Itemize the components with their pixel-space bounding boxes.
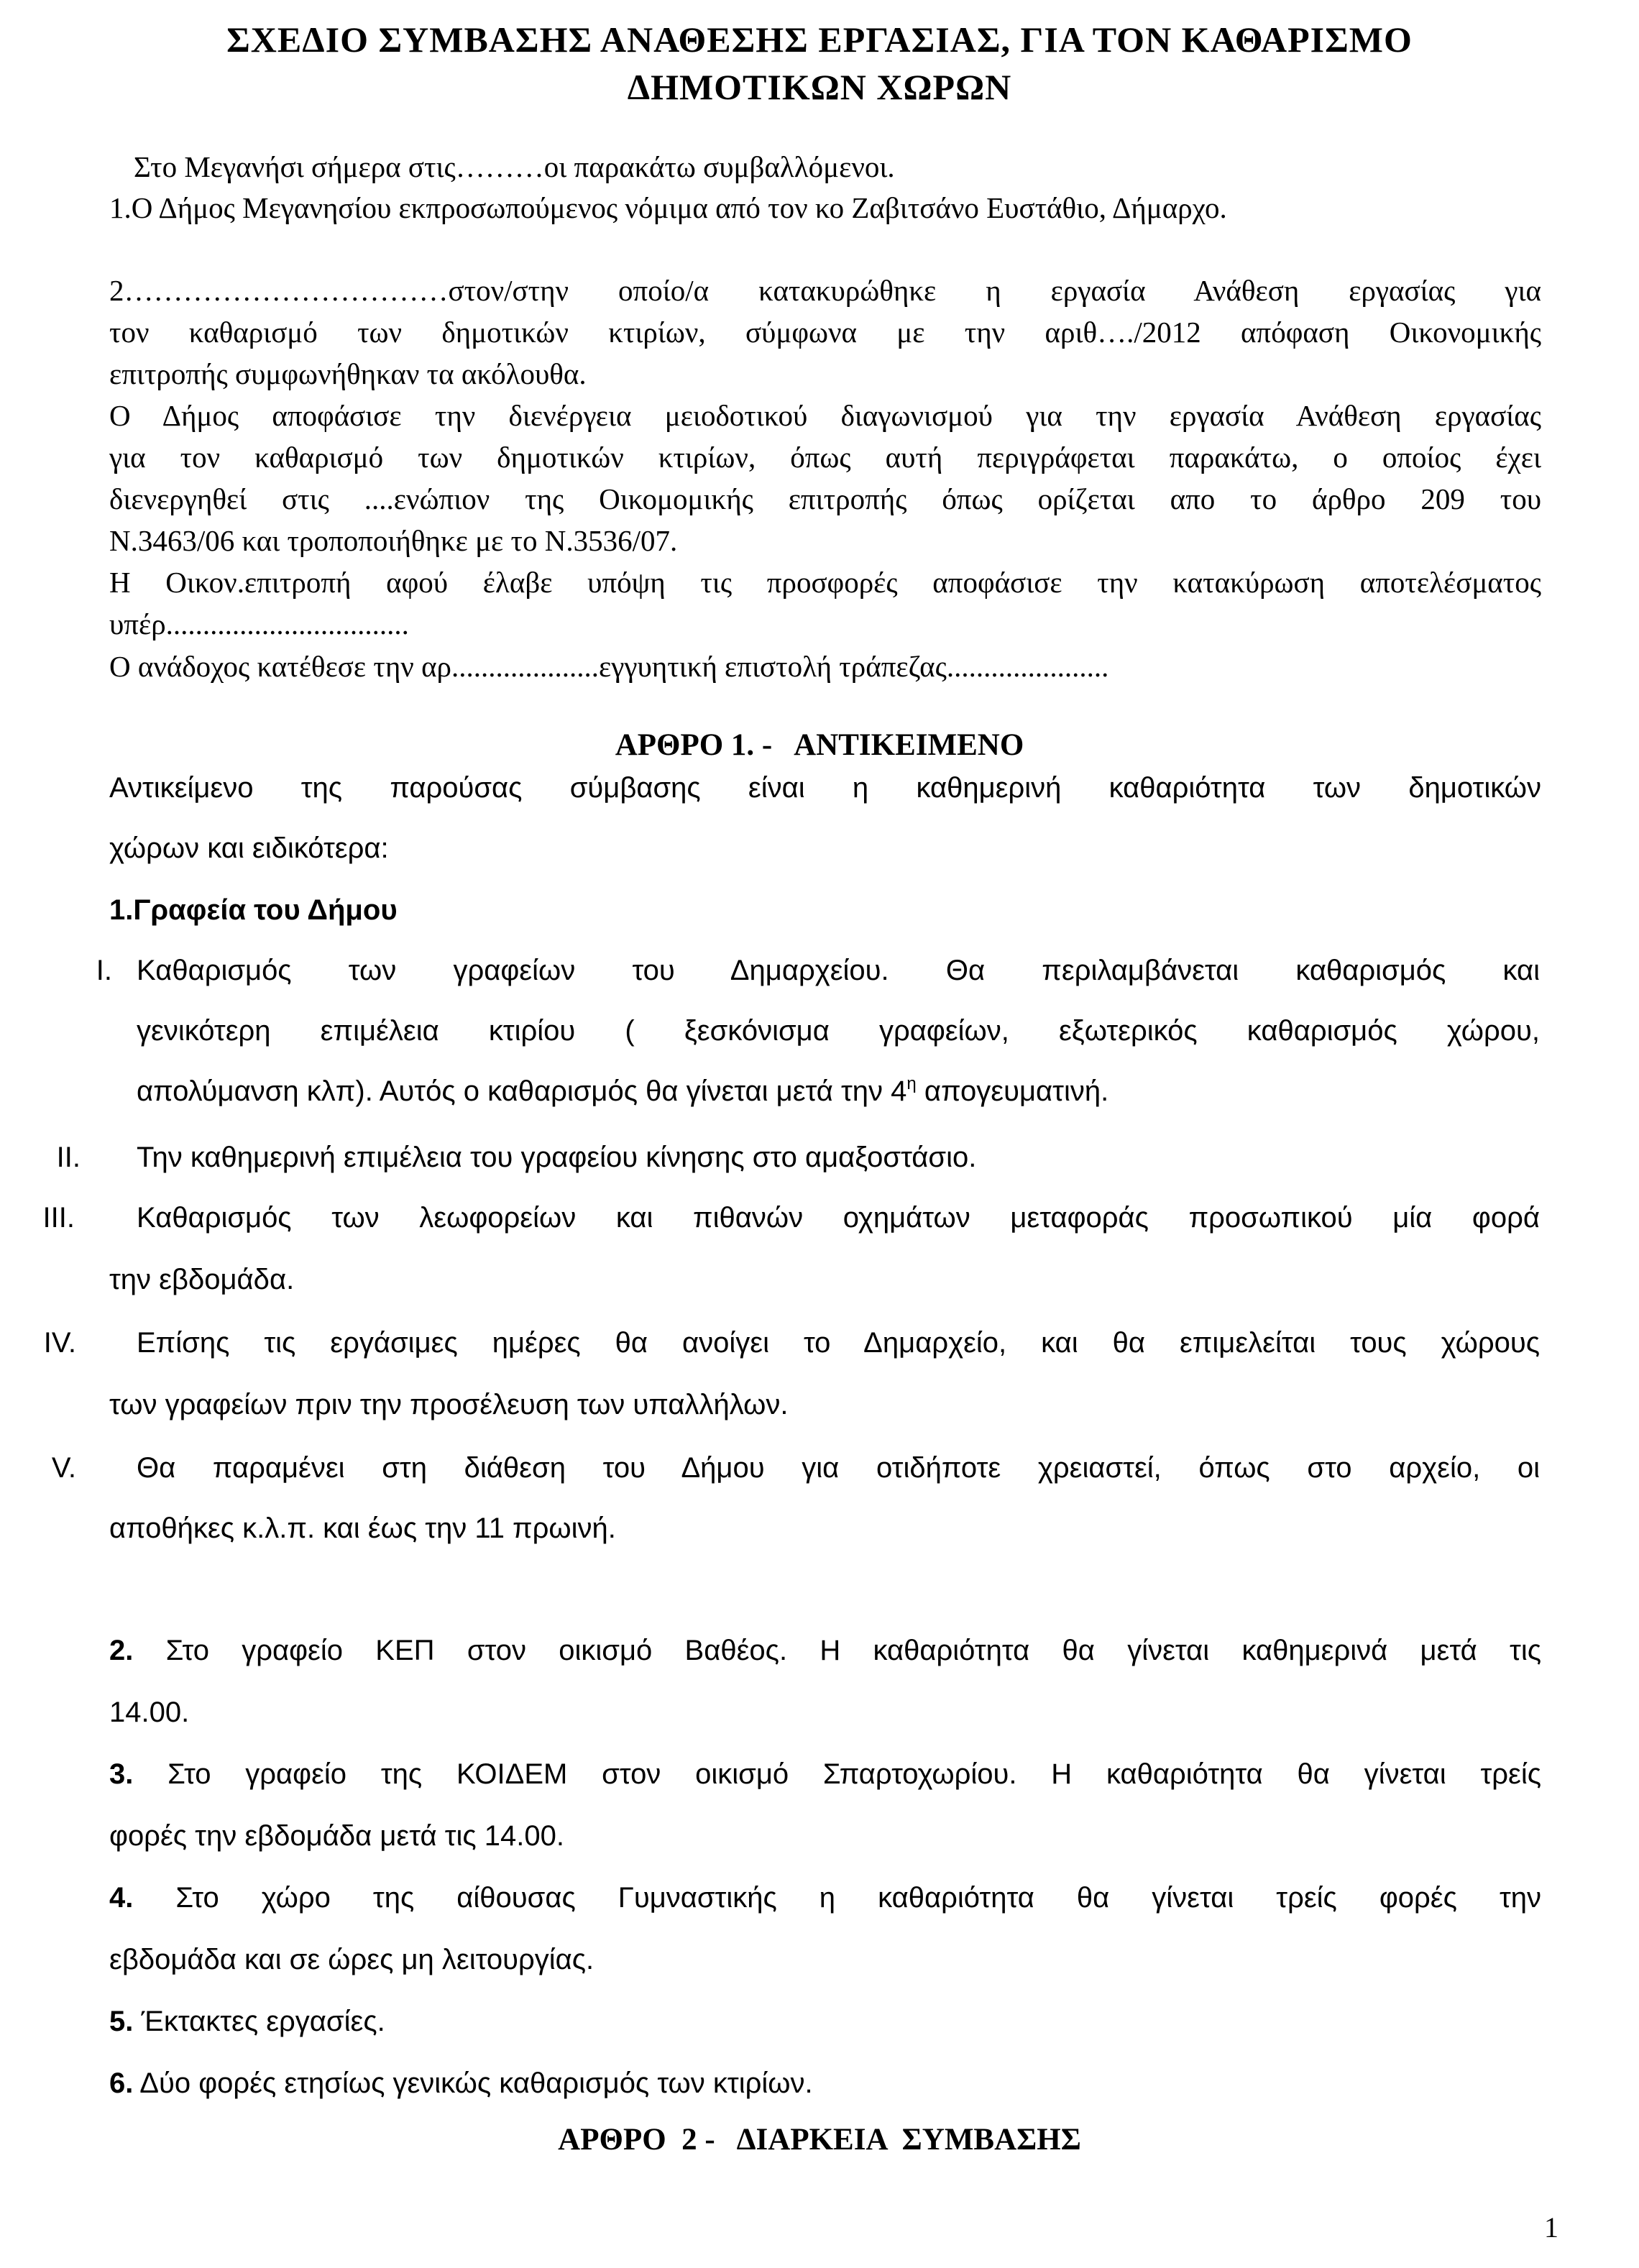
intro-line: διενεργηθεί στις ....ενώπιον της Οικομομικής επιτροπής όπως ορίζεται απο το άρθρο 209 του (109, 482, 1541, 515)
article-1-lead: Αντικείμενο της παρούσας σύμβασης είναι η καθημερινή καθαριότητα των δημοτικών (109, 772, 1541, 804)
list-item-text: απολύμανση κλπ). Αυτός ο καθαρισμός θα γίνεται μετά την 4 (137, 1075, 907, 1107)
intro-line: Ο Δήμος αποφάσισε την διενέργεια μειοδοτικού διαγωνισμού για την εργασία Ανάθεση εργασίας (109, 399, 1541, 432)
list-item-line: Επίσης τις εργάσιμες ημέρες θα ανοίγει το Δημαρχείο, και θα επιμελείται τους χώρους (137, 1327, 1540, 1359)
item-number: 2. (109, 1635, 134, 1666)
numbered-item-line (109, 1882, 1541, 1914)
roman-numeral: IV. (43, 1327, 76, 1359)
intro-line: Στο Μεγανήσι σήμερα στις………οι παρακάτω συμβαλλόμενοι. (134, 150, 895, 183)
item-text: Στο χώρο της αίθουσας Γυμναστικής η καθαριότητα θα γίνεται τρείς φορές την (133, 1882, 1541, 1914)
item-number: 4. (109, 1882, 134, 1914)
intro-line: τον καθαρισμό των δημοτικών κτιρίων, σύμφωνα με την αριθ…./2012 απόφαση Οικονομικής (109, 316, 1541, 349)
list-item-text: απογευματινή. (916, 1075, 1109, 1107)
roman-numeral: I. (96, 955, 112, 986)
intro-line: για τον καθαρισμό των δημοτικών κτιρίων, όπως αυτή περιγράφεται παρακάτω, ο οποίος έχει (109, 441, 1541, 474)
intro-line: Η Οικον.επιτροπή αφού έλαβε υπόψη τις προσφορές αποφάσισε την κατακύρωση αποτελέσματος (109, 566, 1541, 599)
article-1-heading: ΑΡΘΡΟ 1. - ΑΝΤΙΚΕΙΜΕΝΟ (615, 728, 1024, 762)
intro-line: Ο ανάδοχος κατέθεσε την αρ....................εγγυητική επιστολή τράπεζας...................... (109, 650, 1109, 683)
intro-line: 2……………………………στον/στην οποίο/α κατακυρώθηκε η εργασία Ανάθεση εργασίας για (109, 274, 1541, 307)
roman-numeral: V. (51, 1452, 76, 1484)
list-item-line: Θα παραμένει στη διάθεση του Δήμου για οτιδήποτε χρειαστεί, όπως στο αρχείο, οι (137, 1452, 1540, 1484)
document-title-line-2: ΔΗΜΟΤΙΚΩΝ ΧΩΡΩΝ (627, 67, 1012, 107)
list-item-line: Καθαρισμός των γραφείων του Δημαρχείου. Θα περιλαμβάνεται καθαρισμός και (137, 955, 1540, 986)
page-number: 1 (1544, 2211, 1558, 2244)
numbered-item-line: φορές την εβδομάδα μετά τις 14.00. (109, 1820, 564, 1852)
item-text: Στο γραφείο ΚΕΠ στον οικισμό Βαθέος. Η καθαριότητα θα γίνεται καθημερινά μετά τις (133, 1635, 1541, 1666)
roman-numeral: III. (42, 1202, 75, 1234)
intro-line: επιτροπής συμφωνήθηκαν τα ακόλουθα. (109, 357, 587, 390)
list-item-line: την εβδομάδα. (109, 1264, 295, 1295)
document-title-line-1: ΣΧΕΔΙΟ ΣΥΜΒΑΣΗΣ ΑΝΑΘΕΣΗΣ ΕΡΓΑΣΙΑΣ, ΓΙΑ ΤΟΝ ΚΑΘΑΡΙΣΜΟ (226, 19, 1413, 60)
numbered-item-line (109, 1758, 1541, 1791)
intro-line: Ν.3463/06 και τροποποιήθηκε με το Ν.3536/07. (109, 524, 678, 557)
item-number: 5. (109, 2006, 134, 2037)
article-2-heading: ΑΡΘΡΟ 2 - ΔΙΑΡΚΕΙΑ ΣΥΜΒΑΣΗΣ (558, 2123, 1081, 2157)
intro-line: υπέρ................................. (109, 607, 409, 641)
item-text: Δύο φορές ετησίως γενικώς καθαρισμός των κτιρίων. (133, 2067, 813, 2099)
list-item-line: γενικότερη επιμέλεια κτιρίου ( ξεσκόνισμα γραφείων, εξωτερικός καθαρισμός χώρου, (137, 1015, 1540, 1047)
list-item-line: Την καθημερινή επιμέλεια του γραφείου κίνησης στο αμαξοστάσιο. (137, 1142, 977, 1173)
numbered-item-line (109, 2067, 813, 2100)
numbered-item-line: 14.00. (109, 1697, 190, 1728)
article-1-lead: χώρων και ειδικότερα: (109, 832, 389, 864)
item-text: Έκτακτες εργασίες. (133, 2006, 385, 2037)
numbered-item-line (109, 1635, 1541, 1667)
list-item-line: των γραφείων πριν την προσέλευση των υπαλλήλων. (109, 1389, 789, 1420)
intro-line: 1.Ο Δήμος Μεγανησίου εκπροσωπούμενος νόμιμα από τον κο Ζαβιτσάνο Ευστάθιο, Δήμαρχο. (109, 191, 1227, 224)
roman-numeral: II. (56, 1142, 81, 1173)
item-number: 3. (109, 1758, 134, 1790)
numbered-item-line: εβδομάδα και σε ώρες μη λειτουργίας. (109, 1944, 594, 1975)
superscript: η (906, 1074, 917, 1093)
item-text: Στο γραφείο της ΚΟΙΔΕΜ στον οικισμό Σπαρτοχωρίου. Η καθαριότητα θα γίνεται τρείς (133, 1758, 1541, 1790)
list-item-line: αποθήκες κ.λ.π. και έως την 11 πρωινή. (109, 1512, 616, 1544)
item-number: 6. (109, 2067, 134, 2099)
numbered-item-line (109, 2006, 385, 2038)
article-1-subheading: 1.Γραφεία του Δήμου (109, 894, 398, 926)
list-item-line (137, 1075, 1108, 1108)
list-item-line: Καθαρισμός των λεωφορείων και πιθανών οχημάτων μεταφοράς προσωπικού μία φορά (137, 1202, 1540, 1234)
